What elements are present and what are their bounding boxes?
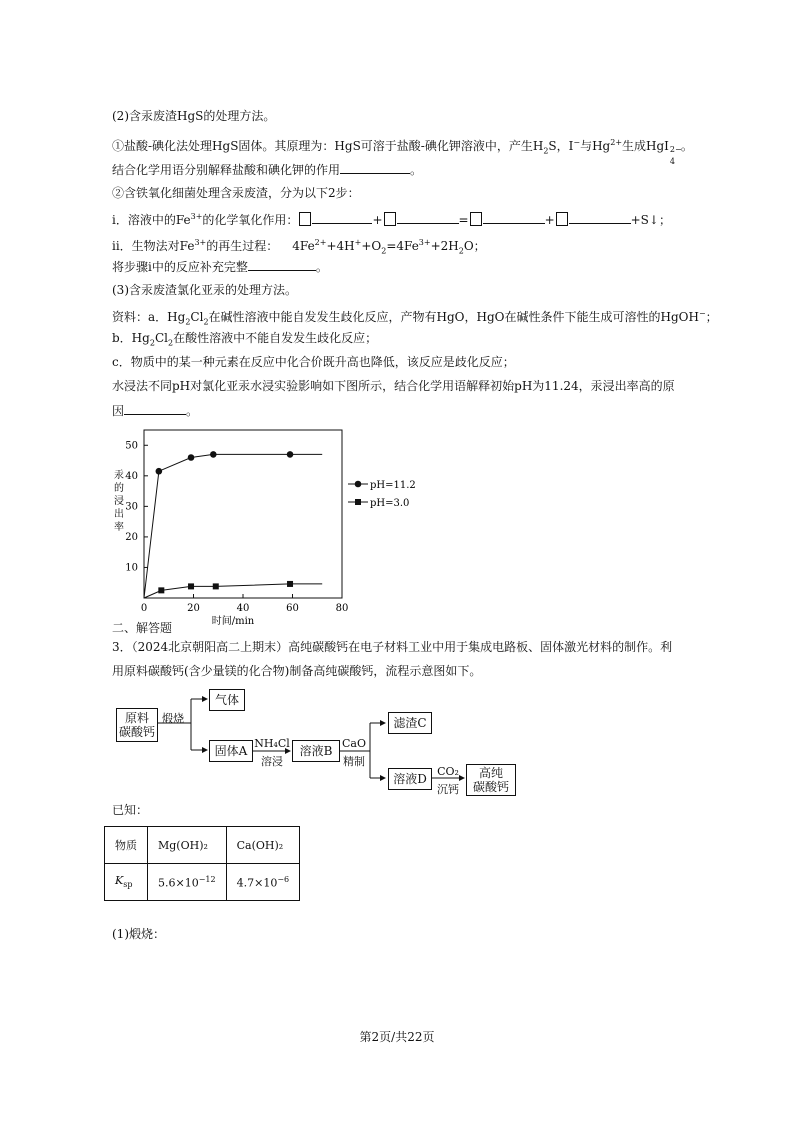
x-tick-label: 60 bbox=[286, 603, 299, 614]
box-label: 碳酸钙 bbox=[472, 780, 509, 794]
superscript: + bbox=[354, 238, 362, 247]
box-label: 碳酸钙 bbox=[118, 725, 155, 739]
text-run: i．溶液中的Fe bbox=[112, 213, 191, 227]
text-line: c．物质中的某一种元素在反应中化合价既升高也降低，该反应是歧化反应； bbox=[112, 355, 515, 369]
x-tick-label: 0 bbox=[140, 603, 148, 614]
table-cell: Ca(OH)₂ bbox=[226, 827, 300, 864]
ksp-value: 5.6×10 bbox=[158, 876, 199, 890]
y-tick-label: 40 bbox=[125, 470, 138, 482]
y-tick-label: 20 bbox=[125, 531, 138, 543]
text-run: 。 bbox=[315, 260, 328, 274]
superscript: − bbox=[698, 309, 706, 318]
text-line: 已知： bbox=[112, 803, 149, 817]
cao-label: CaO bbox=[342, 737, 366, 750]
ksp-symbol: K bbox=[115, 874, 124, 888]
table-row bbox=[105, 827, 300, 864]
table-cell bbox=[226, 864, 300, 901]
text-run: + bbox=[372, 213, 383, 227]
subscript: 2 bbox=[381, 246, 387, 256]
text-run: 4Fe bbox=[292, 239, 315, 253]
text-line: 3．（2024北京朝阳高二上期末）高纯碳酸钙在电子材料工业中用于集成电路板、固体激光材料的制作。利 bbox=[112, 640, 673, 654]
x-tick-label: 20 bbox=[187, 603, 200, 614]
superscript: −12 bbox=[198, 874, 216, 884]
raw-material-box bbox=[116, 708, 158, 742]
text-run: 在碱性溶液中能自发发生歧化反应，产物有HgO，HgO在碱性条件下能生成可溶性的HgOH bbox=[208, 310, 699, 324]
text-run: ； bbox=[705, 310, 718, 324]
solid-a-box: 固体A bbox=[209, 740, 253, 762]
table-cell: 物质 bbox=[105, 827, 148, 864]
y-axis-label-char: 出 bbox=[114, 509, 124, 520]
text-run: 的化学氧化作用： bbox=[202, 213, 299, 227]
text-line: 用原料碳酸钙(含少量镁的化合物)制备高纯碳酸钙，流程示意图如下。 bbox=[112, 664, 482, 678]
text-run: 与Hg bbox=[580, 139, 611, 153]
product-box bbox=[466, 764, 516, 796]
text-run: + bbox=[544, 213, 555, 227]
x-tick-label: 80 bbox=[335, 603, 349, 614]
leach-label: 溶浸 bbox=[261, 755, 283, 768]
text-line: (1)煅烧： bbox=[112, 927, 165, 941]
text-run: = bbox=[458, 213, 469, 227]
subscript: 2 bbox=[185, 317, 191, 327]
text-run: 在酸性溶液中不能自发发生歧化反应； bbox=[173, 331, 378, 345]
solution-b-box: 溶液B bbox=[292, 740, 340, 762]
co2-label: CO₂ bbox=[437, 765, 459, 778]
text-run: +S↓； bbox=[630, 213, 671, 227]
text-run: 结合化学用语分别解释盐酸和碘化钾的作用 bbox=[112, 163, 341, 177]
residue-c-box: 滤渣C bbox=[388, 712, 432, 734]
page-footer: 第2页/共22页 bbox=[359, 1030, 435, 1044]
y-axis-label-char: 率 bbox=[114, 522, 124, 533]
text-run: +O bbox=[361, 239, 382, 253]
text-run: O； bbox=[463, 239, 486, 253]
subscript: 2 bbox=[149, 338, 155, 348]
y-axis-label-char: 的 bbox=[114, 483, 124, 494]
superscript: − bbox=[573, 138, 581, 147]
text-run: ①盐酸-碘化法处理HgS固体。其原理为：HgS可溶于盐酸-碘化钾溶液中，产生H bbox=[112, 139, 544, 153]
superscript: 3+ bbox=[418, 238, 431, 247]
x-tick-label: 40 bbox=[236, 603, 250, 614]
x-axis-label: 时间/min bbox=[211, 616, 255, 627]
subscript: 4 bbox=[669, 157, 676, 166]
section-heading: 二、解答题 bbox=[112, 621, 173, 635]
table-row bbox=[105, 864, 300, 901]
text-run: 生成HgI bbox=[622, 139, 669, 153]
subscript: 2 bbox=[543, 146, 549, 156]
ksp-table bbox=[104, 826, 300, 901]
text-line: ②含铁氧化细菌处理含汞废渣，分为以下2步： bbox=[112, 186, 360, 200]
text-line: 水浸法不同pH对氯化亚汞水浸实验影响如下图所示，结合化学用语解释初始pH为11.24，汞浸出率高的原 bbox=[112, 379, 675, 393]
calcine-label: 煅烧 bbox=[162, 712, 184, 725]
solution-d-box: 溶液D bbox=[388, 768, 432, 790]
text-run: Cl bbox=[154, 331, 168, 345]
text-run: 将步骤i中的反应补充完整 bbox=[112, 260, 248, 274]
table-cell: Mg(OH)₂ bbox=[148, 827, 227, 864]
text-run: 。 bbox=[680, 139, 693, 153]
nh4cl-label: NH₄Cl bbox=[254, 737, 290, 750]
text-run: S，I bbox=[548, 139, 574, 153]
subscript: 2 bbox=[458, 246, 464, 256]
superscript: 3+ bbox=[194, 238, 207, 247]
y-axis-label-char: 浸 bbox=[114, 496, 124, 507]
text-run: ii．生物法对Fe bbox=[112, 239, 195, 253]
text-run: 资料：a．Hg bbox=[112, 310, 186, 324]
table-cell bbox=[105, 864, 148, 901]
y-tick-label: 30 bbox=[125, 501, 138, 513]
text-run: b．Hg bbox=[112, 331, 150, 345]
ksp-value: 4.7×10 bbox=[236, 876, 278, 890]
superscript: 2− bbox=[669, 145, 682, 154]
text-run: 。 bbox=[410, 163, 423, 177]
text-run: =4Fe bbox=[386, 239, 419, 253]
superscript: 2+ bbox=[314, 238, 327, 247]
refine-label: 精制 bbox=[343, 755, 365, 768]
text-run: 因 bbox=[112, 404, 125, 418]
gas-box: 气体 bbox=[209, 689, 245, 711]
subscript: sp bbox=[123, 880, 133, 890]
text-run: +2H bbox=[430, 239, 459, 253]
table-cell bbox=[148, 864, 227, 901]
box-label: 高纯 bbox=[478, 766, 503, 780]
text-run: Cl bbox=[190, 310, 204, 324]
y-tick-label: 50 bbox=[125, 440, 138, 452]
text-line: (3)含汞废渣氯化亚汞的处理方法。 bbox=[112, 283, 297, 297]
y-axis-label-char: 汞 bbox=[114, 470, 124, 481]
superscript: 2+ bbox=[610, 138, 623, 147]
text-line: (2)含汞废渣HgS的处理方法。 bbox=[112, 109, 276, 123]
subscript: 2 bbox=[203, 317, 209, 327]
legend-label: pH=11.2 bbox=[370, 480, 416, 491]
text-run: +4H bbox=[326, 239, 355, 253]
text-run: 。 bbox=[186, 404, 199, 418]
superscript: −6 bbox=[277, 874, 290, 884]
box-label: 原料 bbox=[124, 711, 149, 725]
legend-label: pH=3.0 bbox=[370, 498, 410, 509]
y-tick-label: 10 bbox=[125, 562, 138, 574]
subscript: 2 bbox=[167, 338, 174, 348]
text-run: 的再生过程： bbox=[206, 239, 279, 253]
superscript: 3+ bbox=[190, 212, 203, 221]
precip-label: 沉钙 bbox=[437, 783, 459, 796]
